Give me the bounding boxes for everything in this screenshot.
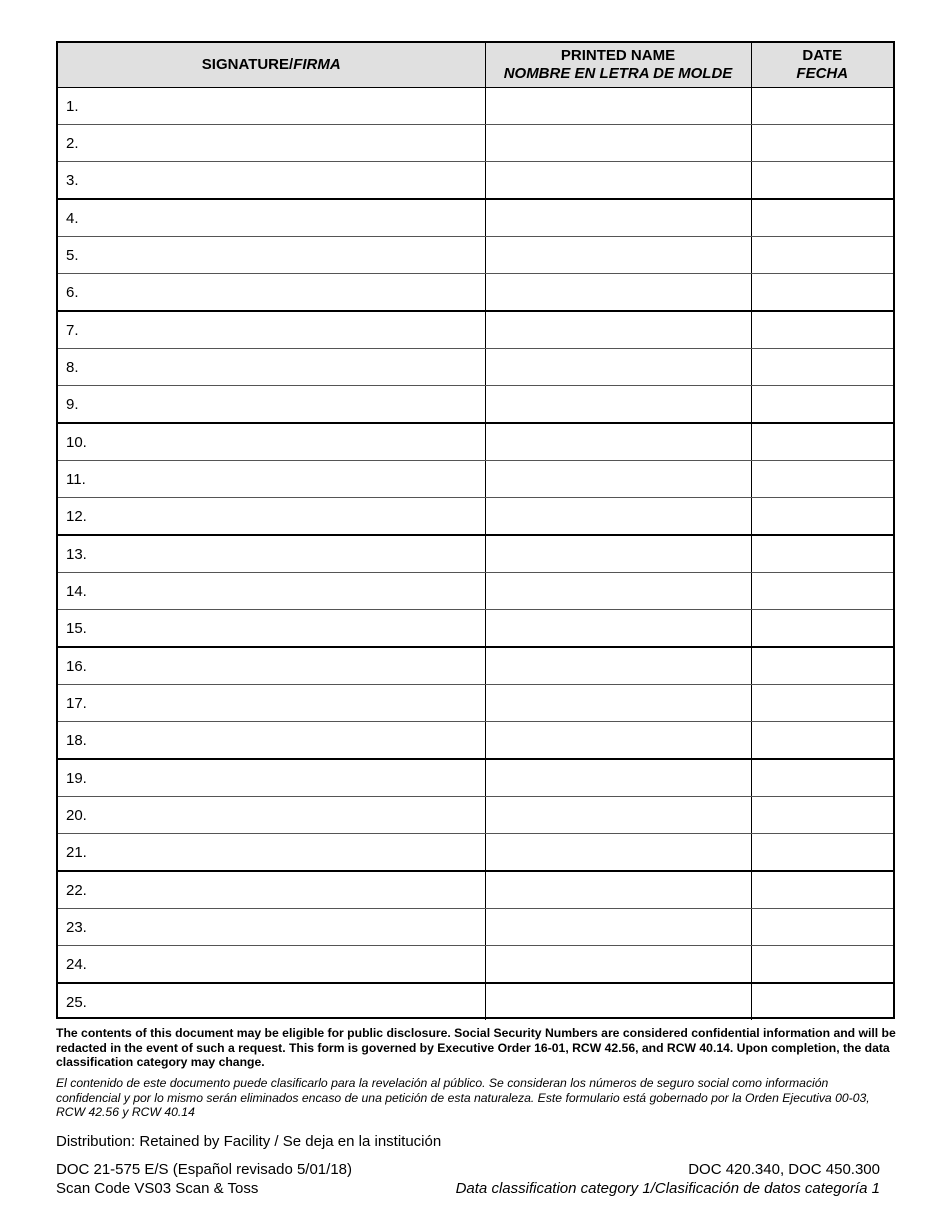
table-row [58,162,893,200]
printed-name-cell[interactable] [485,647,751,685]
printed-name-cell[interactable] [485,311,751,349]
date-cell[interactable] [751,349,893,386]
row-number: 15. [66,619,87,637]
footer-left [56,1160,352,1198]
printed-name-cell[interactable] [485,162,751,200]
table-row [58,759,893,797]
row-number: 23. [66,918,87,936]
table-row [58,535,893,573]
signature-cell[interactable] [58,535,485,573]
date-header-es: FECHA [796,65,849,82]
printed-name-cell[interactable] [485,274,751,312]
signature-sheet [56,41,895,1019]
date-cell[interactable] [751,311,893,349]
footer-right [456,1160,880,1198]
date-cell[interactable] [751,274,893,312]
signature-cell[interactable] [58,722,485,760]
signature-header-es: FIRMA [293,56,341,73]
printed-name-cell[interactable] [485,834,751,872]
table-row [58,498,893,536]
signature-cell[interactable] [58,88,485,125]
row-number: 8. [66,358,79,376]
table-row [58,237,893,274]
printed-name-cell[interactable] [485,573,751,610]
printed-name-cell[interactable] [485,909,751,946]
signature-table [58,43,893,1020]
row-number: 16. [66,657,87,675]
date-cell[interactable] [751,461,893,498]
signature-cell[interactable] [58,498,485,536]
form-id: DOC 21-575 E/S (Español revisado 5/01/18) [56,1161,352,1178]
table-row [58,423,893,461]
signature-cell[interactable] [58,759,485,797]
date-cell[interactable] [751,834,893,872]
table-row [58,199,893,237]
date-column-header [751,43,893,88]
date-cell[interactable] [751,946,893,984]
signature-cell[interactable] [58,909,485,946]
date-cell[interactable] [751,125,893,162]
date-cell[interactable] [751,573,893,610]
table-row [58,610,893,648]
printed-name-cell[interactable] [485,946,751,984]
date-cell[interactable] [751,423,893,461]
date-cell[interactable] [751,647,893,685]
signature-cell[interactable] [58,237,485,274]
printed-name-cell[interactable] [485,871,751,909]
table-row [58,125,893,162]
printed-name-cell[interactable] [485,535,751,573]
scan-code: Scan Code VS03 Scan & Toss [56,1180,259,1197]
signature-cell[interactable] [58,797,485,834]
signature-header-en: SIGNATURE/ [201,56,294,73]
signature-cell[interactable] [58,199,485,237]
row-number: 18. [66,731,87,749]
table-row [58,834,893,872]
printed-name-cell[interactable] [485,983,751,1020]
printed-name-cell[interactable] [485,685,751,722]
table-row [58,349,893,386]
date-cell[interactable] [751,983,893,1020]
signature-cell[interactable] [58,386,485,424]
signature-cell[interactable] [58,274,485,312]
printed-name-cell[interactable] [485,498,751,536]
date-cell[interactable] [751,199,893,237]
table-row [58,685,893,722]
date-cell[interactable] [751,909,893,946]
signature-cell[interactable] [58,311,485,349]
row-number: 25. [66,993,87,1011]
row-number: 20. [66,806,87,824]
printed-name-cell[interactable] [485,349,751,386]
row-number: 2. [66,134,79,152]
row-number: 11. [66,470,86,488]
row-number: 12. [66,507,87,525]
signature-cell[interactable] [58,685,485,722]
table-row [58,909,893,946]
signature-cell[interactable] [58,834,485,872]
signature-cell[interactable] [58,461,485,498]
row-number: 7. [66,321,79,339]
row-number: 1. [66,97,79,115]
table-row [58,573,893,610]
date-cell[interactable] [751,498,893,536]
printed-name-header-es: NOMBRE EN LETRA DE MOLDE [503,65,733,82]
date-cell[interactable] [751,386,893,424]
disclosure-notice-spanish: El contenido de este documento puede clasificarlo para la revelación al público. Se consideran los números de seguro social como información confidencial y por lo mismo serán eliminados encaso de una petición de esta naturaleza. Este formulario está gobernado por la Orden Ejecutiva 00-03, RCW 42.56 y RCW 40.14 [56,1076,870,1119]
row-number: 14. [66,582,87,600]
row-number: 24. [66,955,87,973]
signature-rows [58,88,893,1021]
row-number: 21. [66,843,87,861]
table-row [58,946,893,984]
printed-name-cell[interactable] [485,461,751,498]
table-row [58,311,893,349]
signature-cell[interactable] [58,349,485,386]
row-number: 6. [66,283,79,301]
date-header-en: DATE [802,47,843,64]
date-cell[interactable] [751,871,893,909]
signature-cell[interactable] [58,610,485,648]
row-number: 17. [66,694,87,712]
date-cell[interactable] [751,237,893,274]
distribution-line: Distribution: Retained by Facility / Se deja en la institución [56,1133,442,1150]
date-cell[interactable] [751,722,893,760]
data-classification: Data classification category 1/Clasificación de datos categoría 1 [455,1180,880,1197]
row-number: 3. [66,171,79,189]
row-number: 19. [66,769,87,787]
signature-column-header [58,43,485,88]
signature-cell[interactable] [58,125,485,162]
date-cell[interactable] [751,88,893,125]
printed-name-cell[interactable] [485,722,751,760]
signature-cell[interactable] [58,946,485,984]
table-row [58,983,893,1020]
printed-name-cell[interactable] [485,88,751,125]
table-row [58,386,893,424]
date-cell[interactable] [751,685,893,722]
table-header-row [58,43,893,88]
date-cell[interactable] [751,162,893,200]
signature-cell[interactable] [58,647,485,685]
printed-name-cell[interactable] [485,199,751,237]
table-row [58,871,893,909]
disclosure-notice-english: The contents of this document may be eligible for public disclosure. Social Security Numbers are considered confidential information and will be redacted in the event of such a request. This form is governed by Executive Order 16-01, RCW 42.56, and RCW 40.14. Upon completion, the data classification category may change. [56,1026,896,1069]
signature-cell[interactable] [58,423,485,461]
printed-name-header-en: PRINTED NAME [560,47,676,64]
row-number: 13. [66,545,87,563]
table-row [58,461,893,498]
date-cell[interactable] [751,610,893,648]
table-row [58,274,893,312]
table-row [58,797,893,834]
printed-name-cell[interactable] [485,386,751,424]
row-number: 10. [66,433,87,451]
signature-cell[interactable] [58,162,485,200]
printed-name-cell[interactable] [485,423,751,461]
table-row [58,722,893,760]
printed-name-cell[interactable] [485,125,751,162]
signature-cell[interactable] [58,983,485,1020]
table-row [58,88,893,125]
printed-name-cell[interactable] [485,610,751,648]
table-row [58,647,893,685]
row-number: 4. [66,209,79,227]
date-cell[interactable] [751,797,893,834]
signature-cell[interactable] [58,573,485,610]
date-cell[interactable] [751,759,893,797]
row-number: 5. [66,246,79,264]
date-cell[interactable] [751,535,893,573]
row-number: 9. [66,395,79,413]
doc-references: DOC 420.340, DOC 450.300 [688,1161,880,1178]
row-number: 22. [66,881,87,899]
printed-name-column-header [485,43,751,88]
printed-name-cell[interactable] [485,797,751,834]
signature-cell[interactable] [58,871,485,909]
printed-name-cell[interactable] [485,237,751,274]
printed-name-cell[interactable] [485,759,751,797]
